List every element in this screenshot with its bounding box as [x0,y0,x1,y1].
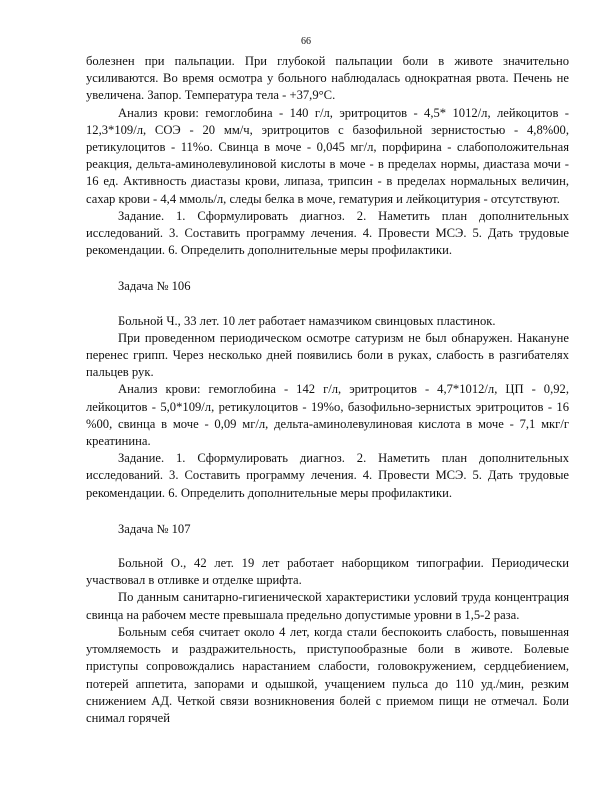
spacer [86,296,569,313]
task-106-blood-analysis: Анализ крови: гемоглобина - 142 г/л, эритроцитов - 4,7*1012/л, ЦП - 0,92, лейкоцитов - 5,0*109/л, ретикулоцитов - 19%о, базофильно-зернистых эритроцитов - 16 %00, свинца в моче - 0,09 мг/л, дельта-аминолевулиновая кислота в моче - 7,1 мкг/г креатинина. [86,382,569,449]
task-106-assignment: Задание. 1. Сформулировать диагноз. 2. Наметить план дополнительных исследований. 3. Составить программу лечения. 4. Провести МСЭ. 5. Дать трудовые рекомендации. 6. Определить дополнительные меры профилактики. [86,451,569,500]
task-106-history: При проведенном периодическом осмотре сатуризм не был обнаружен. Накануне перенес грипп. Через несколько дней появились боли в руках, слабость в разгибателях пальцев рук. [86,330,569,380]
task-106-patient: Больной Ч., 33 лет. 10 лет работает намазчиком свинцовых пластинок. [118,313,496,328]
task-107-patient: Больной О., 42 лет. 19 лет работает наборщиком типографии. Периодически участвовал в отливке и отделке шрифта. [86,556,569,588]
task-107-heading: Задача № 107 [118,521,191,536]
task-107-history: Больным себя считает около 4 лет, когда стали беспокоить слабость, повышенная утомляемость и раздражительность, приступообразные боли в животе. Болевые приступы сопровождались нарастанием слабости, головокружением, сердцебиением, потерей аппетита, запорами и одышкой, учащением пульса до 110 уд./мин, резким снижением АД. Четкой связи возникновения болей с приемом пищи не отмечал. Боли снимал горячей [86,624,569,725]
spacer [86,502,569,521]
page-number: 66 [301,36,311,47]
task-105-blood-analysis: Анализ крови: гемоглобина - 140 г/л, эритроцитов - 4,5* 1012/л, лейкоцитов - 12,3*109/л, СОЭ - 20 мм/ч, эритроцитов с базофильной зернистостью - 4,8%00, ретикулоцитов - 11%о. Свинца в моче - 0,045 мг/л, порфирина - слабоположительная реакция, дельта-аминолевулиновой кислоты в моче - в пределах нормы, диастаза мочи - 16 ед. Активность диастазы крови, липаза, трипсин - в пределах нормальных величин, сахар крови - 4,4 ммоль/л, следы белка в моче, гематурия и лейкоцитурия - отсутствуют. [86,105,569,206]
task-105-assignment: Задание. 1. Сформулировать диагноз. 2. Наметить план дополнительных исследований. 3. Составить программу лечения. 4. Провести МСЭ. 5. Дать трудовые рекомендации. 6. Определить дополнительные меры профилактики. [86,208,569,258]
intro-paragraph: болезнен при пальпации. При глубокой пальпации боли в животе значительно усиливаются. Во время осмотра у больного наблюдалась однократная рвота. Печень не увеличена. Запор. Температура тела - +37,9°С. [86,54,569,103]
spacer [86,259,569,278]
task-106-heading: Задача № 106 [118,279,191,294]
spacer [86,538,569,555]
task-107-conditions: По данным санитарно-гигиенической характеристики условий труда концентрация свинца на рабочем месте превышала предельно допустимые уровни в 1,5-2 раза. [86,590,569,622]
page-content [86,53,569,727]
